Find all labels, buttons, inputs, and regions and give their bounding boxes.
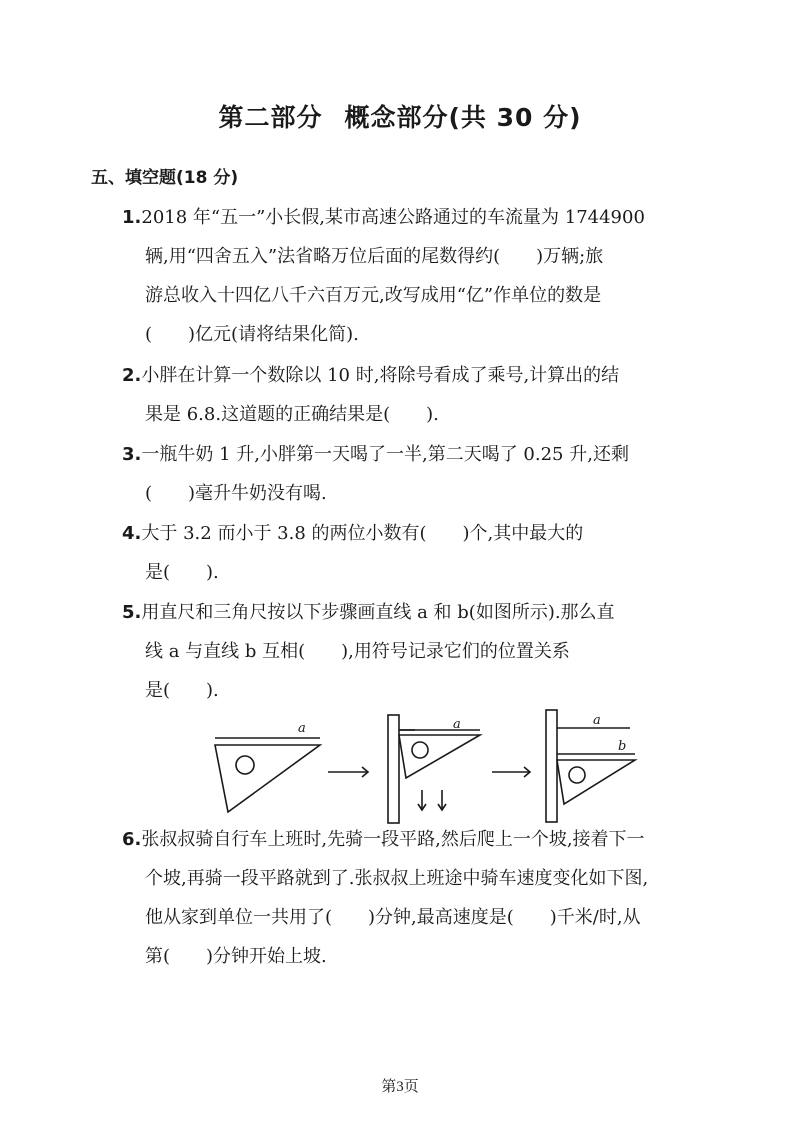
set-square xyxy=(557,760,635,804)
question-line xyxy=(122,356,742,395)
question-4 xyxy=(122,514,742,592)
question-5 xyxy=(122,593,742,710)
label-b: b xyxy=(618,739,627,754)
question-line: 果是 6.8.这道题的正确结果是( ). xyxy=(145,404,439,425)
question-number: 4. xyxy=(122,523,142,544)
arrow-right-icon xyxy=(492,767,530,777)
set-square xyxy=(399,735,480,778)
question-2 xyxy=(122,356,742,434)
question-line: 是( ). xyxy=(145,562,219,583)
title-part: 第二部分 xyxy=(218,103,323,132)
question-line: 第( )分钟开始上坡. xyxy=(145,946,327,967)
question-6 xyxy=(122,820,742,976)
section-heading: 五、填空题(18 分) xyxy=(91,168,239,188)
set-square xyxy=(215,745,320,812)
question-line xyxy=(122,593,742,632)
question-number: 5. xyxy=(122,602,142,623)
set-square-hole xyxy=(569,767,585,783)
question-text: 张叔叔骑自行车上班时,先骑一段平路,然后爬上一个坡,接着下一 xyxy=(141,829,645,850)
question-line: 是( ). xyxy=(145,680,219,701)
step-2-drawing xyxy=(388,715,480,823)
question-line: ( )毫升牛奶没有喝. xyxy=(145,483,327,504)
question-line xyxy=(122,435,742,474)
question-text: 用直尺和三角尺按以下步骤画直线 a 和 b(如图所示).那么直 xyxy=(141,602,615,623)
question-line xyxy=(122,198,742,237)
question-line: 游总收入十四亿八千六百万元,改写成用“亿”作单位的数是 xyxy=(145,285,602,306)
question-3 xyxy=(122,435,742,513)
question-line xyxy=(122,514,742,553)
question-line xyxy=(122,820,742,859)
question-line: 他从家到单位一共用了( )分钟,最高速度是( )千米/时,从 xyxy=(145,907,641,928)
question-text: 2018 年“五一”小长假,某市高速公路通过的车流量为 1744900 xyxy=(141,207,645,228)
question-line: 线 a 与直线 b 互相( ),用符号记录它们的位置关系 xyxy=(145,641,570,662)
ruler-triangle-figure xyxy=(210,700,650,830)
question-text: 大于 3.2 而小于 3.8 的两位小数有( )个,其中最大的 xyxy=(141,523,584,544)
question-line: 个坡,再骑一段平路就到了.张叔叔上班途中骑车速度变化如下图, xyxy=(145,868,649,889)
ruler xyxy=(388,715,399,823)
page-number: 第3页 xyxy=(381,1079,419,1095)
ruler xyxy=(546,710,557,822)
step-3-drawing xyxy=(546,710,635,822)
page-title xyxy=(0,98,800,134)
question-text: 一瓶牛奶 1 升,小胖第一天喝了一半,第二天喝了 0.25 升,还剩 xyxy=(141,444,629,465)
question-line: ( )亿元(请将结果化简). xyxy=(145,324,359,345)
question-text: 小胖在计算一个数除以 10 时,将除号看成了乘号,计算出的结 xyxy=(141,365,620,386)
label-a: a xyxy=(453,717,461,732)
arrow-right-icon xyxy=(328,767,368,777)
question-number: 1. xyxy=(122,207,142,228)
label-a: a xyxy=(298,721,306,736)
label-a: a xyxy=(593,713,601,728)
question-number: 2. xyxy=(122,365,142,386)
step-1-drawing xyxy=(215,721,320,812)
title-name: 概念部分(共 30 分) xyxy=(344,103,582,132)
question-1 xyxy=(122,198,742,354)
question-number: 6. xyxy=(122,829,142,850)
set-square-hole xyxy=(236,756,254,774)
set-square-hole xyxy=(412,742,428,758)
question-number: 3. xyxy=(122,444,142,465)
question-line: 辆,用“四舍五入”法省略万位后面的尾数得约( )万辆;旅 xyxy=(145,246,604,267)
